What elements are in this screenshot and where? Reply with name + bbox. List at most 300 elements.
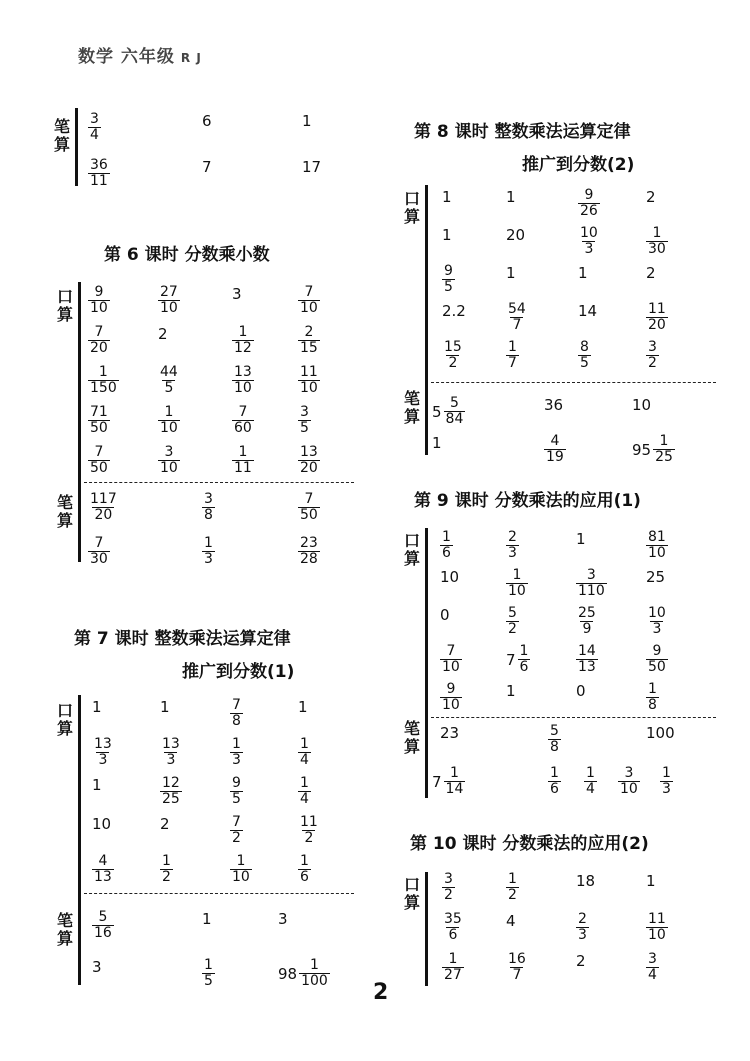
answer-value: 1 [646, 872, 656, 890]
fraction [202, 536, 215, 567]
answer-cell [440, 644, 462, 675]
answer-cell [302, 112, 312, 130]
denominator: 4 [90, 127, 99, 143]
answer-cell [506, 188, 516, 206]
answer-cell [92, 737, 114, 768]
numerator: 1 [232, 736, 241, 752]
answer-cell [506, 264, 516, 282]
fraction [298, 854, 311, 885]
answer-cell [278, 958, 330, 989]
numerator: 2 [508, 529, 517, 545]
answer-cell [442, 952, 464, 983]
denominator: 6 [442, 545, 451, 561]
fraction [88, 158, 110, 189]
header-mark: R J [180, 51, 202, 65]
numerator: 1 [648, 681, 657, 697]
mixed-whole: 98 [278, 964, 298, 983]
numerator: 36 [90, 157, 108, 173]
answer-cell [160, 815, 170, 833]
answer-cell [92, 958, 102, 976]
answer-cell [548, 766, 561, 797]
answer-value: 18 [576, 872, 596, 890]
numerator: 2 [578, 911, 587, 927]
numerator: 3 [164, 444, 174, 460]
numerator: 7 [304, 284, 314, 300]
answer-cell [506, 644, 530, 675]
bisuan-label: 笔算 [403, 389, 420, 426]
fraction [160, 776, 182, 807]
answer-value: 36 [544, 396, 564, 414]
denominator: 4 [300, 791, 309, 807]
section-bracket [425, 872, 428, 986]
numerator: 16 [508, 951, 526, 967]
numerator: 1 [162, 853, 171, 869]
denominator: 10 [160, 300, 178, 316]
denominator: 20 [300, 460, 318, 476]
numerator: 54 [508, 301, 526, 317]
numerator: 5 [98, 909, 108, 925]
answer-cell [506, 302, 528, 333]
fraction [299, 958, 330, 989]
fraction [230, 737, 243, 768]
answer-value: 1 [160, 698, 170, 716]
fraction [88, 536, 110, 567]
fraction [506, 530, 519, 561]
denominator: 13 [578, 659, 596, 675]
answer-cell [88, 158, 110, 189]
numerator: 1 [519, 643, 529, 659]
numerator: 9 [94, 284, 104, 300]
mixed-whole: 5 [432, 402, 442, 421]
answer-cell [88, 285, 110, 316]
denominator: 6 [519, 659, 529, 675]
answer-cell [92, 698, 102, 716]
fraction [158, 405, 180, 436]
kousuan-label: 口算 [403, 189, 420, 226]
numerator: 7 [94, 324, 104, 340]
fraction [232, 325, 254, 356]
section-title-main: 第 8 课时 整数乘法运算定律 [414, 122, 631, 142]
answer-cell [88, 112, 101, 143]
section-title [414, 117, 634, 175]
section-divider [431, 382, 716, 383]
numerator: 11 [648, 911, 666, 927]
answer-cell [92, 776, 102, 794]
section-divider [84, 893, 354, 894]
section-divider [431, 717, 716, 718]
answer-value: 6 [202, 112, 212, 130]
bisuan-label: 笔算 [56, 493, 73, 530]
fraction [646, 302, 668, 333]
numerator: 1 [508, 871, 517, 887]
answer-cell [506, 952, 528, 983]
denominator: 5 [444, 279, 453, 295]
answer-cell [302, 158, 321, 176]
fraction [444, 766, 466, 797]
answer-cell [88, 445, 110, 476]
fraction [88, 492, 119, 523]
numerator: 7 [94, 444, 104, 460]
section-title [414, 486, 641, 511]
section-title [410, 829, 649, 854]
denominator: 4 [300, 752, 309, 768]
denominator: 3 [652, 621, 662, 637]
answer-value: 10 [92, 815, 112, 833]
answer-value: 7 [202, 158, 212, 176]
numerator: 1 [442, 529, 451, 545]
mixed-whole: 7 [432, 772, 442, 791]
numerator: 13 [94, 736, 112, 752]
answer-cell [230, 776, 243, 807]
answer-cell [432, 396, 465, 427]
section-bracket [425, 185, 428, 455]
denominator: 5 [232, 791, 241, 807]
answer-cell [202, 536, 215, 567]
numerator: 3 [90, 111, 99, 127]
answer-value: 2 [158, 325, 168, 343]
kousuan-label: 口算 [403, 875, 420, 912]
answer-cell [544, 396, 563, 414]
answer-cell [202, 492, 215, 523]
answer-cell [92, 815, 111, 833]
answer-cell [442, 912, 464, 943]
numerator: 35 [444, 911, 462, 927]
fraction [442, 872, 455, 903]
answer-cell [442, 188, 452, 206]
numerator: 1 [448, 951, 458, 967]
answer-value: 10 [632, 396, 652, 414]
fraction [442, 952, 464, 983]
denominator: 30 [90, 551, 108, 567]
fraction [230, 854, 252, 885]
section-title-main: 第 10 课时 分数乘法的应用(2) [410, 834, 649, 854]
numerator: 9 [446, 681, 456, 697]
numerator: 7 [238, 404, 248, 420]
numerator: 8 [580, 339, 589, 355]
answer-cell [230, 815, 243, 846]
answer-cell [88, 325, 110, 356]
answer-value: 2 [646, 264, 656, 282]
answer-value: 1 [506, 188, 516, 206]
fraction [298, 285, 320, 316]
denominator: 16 [94, 925, 112, 941]
denominator: 2 [648, 355, 657, 371]
page-header [78, 42, 202, 67]
answer-value: 1 [298, 698, 308, 716]
fraction [92, 737, 114, 768]
answer-value: 2 [160, 815, 170, 833]
answer-value: 1 [442, 226, 452, 244]
fraction [440, 644, 462, 675]
fraction [646, 606, 668, 637]
fraction [230, 698, 243, 729]
answer-cell [160, 698, 170, 716]
fraction [548, 766, 561, 797]
answer-cell [632, 396, 651, 414]
denominator: 2 [444, 887, 453, 903]
answer-cell [158, 445, 180, 476]
denominator: 5 [300, 420, 309, 436]
fraction [646, 530, 668, 561]
answer-cell [202, 958, 215, 989]
answer-cell [440, 606, 450, 624]
answer-cell [576, 872, 595, 890]
page-number: 2 [373, 980, 389, 1005]
section-title-main: 第 9 课时 分数乘法的应用(1) [414, 491, 641, 511]
section-title-sub: 推广到分数(2) [522, 155, 635, 175]
mixed-whole: 95 [632, 440, 652, 459]
answer-cell [202, 910, 212, 928]
answer-cell [440, 724, 459, 742]
numerator: 11 [300, 364, 318, 380]
answer-cell [578, 226, 600, 257]
answer-cell [646, 952, 659, 983]
numerator: 4 [550, 433, 560, 449]
numerator: 1 [652, 225, 662, 241]
denominator: 20 [648, 317, 666, 333]
denominator: 10 [648, 927, 666, 943]
fraction [232, 445, 254, 476]
fraction [506, 606, 519, 637]
denominator: 27 [444, 967, 462, 983]
answer-cell [578, 340, 591, 371]
numerator: 1 [238, 324, 248, 340]
denominator: 6 [550, 781, 559, 797]
answer-cell [646, 872, 656, 890]
answer-value: 1 [92, 698, 102, 716]
denominator: 11 [234, 460, 252, 476]
answer-value: 1 [432, 434, 442, 452]
denominator: 2 [232, 830, 241, 846]
answer-cell [646, 682, 659, 713]
numerator: 3 [586, 567, 596, 583]
denominator: 4 [648, 967, 657, 983]
fraction [230, 815, 243, 846]
denominator: 3 [584, 241, 594, 257]
answer-value: 2.2 [442, 302, 466, 320]
fraction [646, 340, 659, 371]
fraction [160, 737, 182, 768]
numerator: 1 [236, 853, 246, 869]
answer-cell [440, 530, 453, 561]
denominator: 10 [234, 380, 252, 396]
answer-cell [646, 724, 675, 742]
fraction [202, 492, 215, 523]
numerator: 11 [648, 301, 666, 317]
denominator: 3 [232, 752, 241, 768]
answer-cell [576, 912, 589, 943]
fraction [506, 952, 528, 983]
answer-cell [442, 302, 466, 320]
numerator: 3 [648, 951, 657, 967]
numerator: 3 [300, 404, 309, 420]
fraction [298, 365, 320, 396]
numerator: 12 [162, 775, 180, 791]
denominator: 2 [162, 869, 171, 885]
bisuan-label: 笔算 [53, 117, 70, 154]
answer-value: 14 [578, 302, 598, 320]
denominator: 3 [508, 545, 517, 561]
denominator: 84 [445, 411, 464, 427]
numerator: 1 [586, 765, 595, 781]
numerator: 3 [624, 765, 634, 781]
fraction [576, 606, 598, 637]
answer-cell [548, 724, 561, 755]
answer-value: 3 [92, 958, 102, 976]
numerator: 1 [512, 567, 522, 583]
answer-value: 1 [202, 910, 212, 928]
denominator: 25 [655, 449, 673, 465]
numerator: 1 [164, 404, 174, 420]
answer-cell [298, 405, 311, 436]
fraction [298, 536, 320, 567]
denominator: 10 [232, 869, 250, 885]
denominator: 10 [442, 659, 460, 675]
answer-cell [298, 536, 320, 567]
section-title-main: 第 6 课时 分数乘小数 [104, 245, 270, 265]
header-text: 数学 六年级 [78, 47, 175, 67]
answer-cell [88, 365, 119, 396]
answer-cell [646, 264, 656, 282]
section-bracket [78, 282, 81, 562]
answer-cell [440, 682, 462, 713]
numerator: 13 [162, 736, 180, 752]
answer-cell [230, 698, 243, 729]
answer-cell [202, 112, 212, 130]
answer-cell [506, 682, 516, 700]
answer-cell [158, 285, 180, 316]
answer-cell [646, 302, 668, 333]
answer-cell [158, 365, 180, 396]
answer-cell [432, 766, 465, 797]
fraction [646, 952, 659, 983]
denominator: 2 [508, 621, 517, 637]
answer-cell [158, 325, 168, 343]
answer-cell [632, 434, 675, 465]
numerator: 1 [300, 853, 309, 869]
numerator: 14 [578, 643, 596, 659]
denominator: 50 [90, 420, 108, 436]
fraction [88, 445, 110, 476]
numerator: 9 [584, 187, 594, 203]
answer-cell [660, 766, 673, 797]
answer-cell [578, 264, 588, 282]
fraction [578, 188, 600, 219]
answer-cell [442, 264, 455, 295]
numerator: 9 [444, 263, 453, 279]
answer-cell [506, 606, 519, 637]
fraction [653, 434, 675, 465]
numerator: 27 [160, 284, 178, 300]
numerator: 1 [204, 535, 213, 551]
kousuan-label: 口算 [56, 287, 73, 324]
denominator: 26 [580, 203, 598, 219]
fraction [158, 365, 180, 396]
numerator: 7 [304, 491, 314, 507]
fraction [88, 325, 110, 356]
fraction [544, 434, 566, 465]
answer-cell [506, 340, 519, 371]
denominator: 7 [508, 355, 517, 371]
fraction [230, 776, 243, 807]
answer-cell [158, 405, 180, 436]
answer-cell [232, 365, 254, 396]
fraction [506, 568, 528, 599]
section-title [74, 624, 294, 682]
answer-cell [584, 766, 597, 797]
answer-value: 1 [442, 188, 452, 206]
fraction [158, 445, 180, 476]
fraction [518, 644, 531, 675]
answer-cell [646, 226, 668, 257]
answer-cell [202, 158, 212, 176]
denominator: 100 [301, 973, 328, 989]
denominator: 2 [508, 887, 517, 903]
numerator: 44 [160, 364, 178, 380]
bisuan-label: 笔算 [403, 719, 420, 756]
section-divider [84, 482, 354, 483]
fraction [646, 644, 668, 675]
fraction [158, 285, 180, 316]
answer-value: 1 [578, 264, 588, 282]
denominator: 25 [162, 791, 180, 807]
fraction [440, 682, 462, 713]
answer-value: 1 [506, 264, 516, 282]
answer-cell [544, 434, 566, 465]
denominator: 3 [578, 927, 587, 943]
answer-cell [298, 815, 320, 846]
fraction [578, 340, 591, 371]
fraction [442, 340, 464, 371]
section-bracket [78, 695, 81, 985]
numerator: 10 [648, 605, 666, 621]
answer-cell [646, 606, 668, 637]
numerator: 4 [98, 853, 108, 869]
numerator: 7 [232, 697, 241, 713]
numerator: 1 [238, 444, 248, 460]
answer-value: 1 [576, 530, 586, 548]
answer-cell [578, 302, 597, 320]
fraction [88, 112, 101, 143]
answer-cell [646, 530, 668, 561]
answer-cell [92, 854, 114, 885]
denominator: 3 [662, 781, 671, 797]
denominator: 20 [90, 340, 108, 356]
numerator: 9 [232, 775, 241, 791]
section-title [104, 240, 270, 265]
answer-value: 4 [506, 912, 516, 930]
fraction [88, 405, 110, 436]
numerator: 1 [310, 957, 319, 973]
denominator: 50 [300, 507, 318, 523]
denominator: 10 [90, 300, 108, 316]
numerator: 1 [300, 775, 309, 791]
fraction [298, 445, 320, 476]
answer-cell [232, 405, 254, 436]
denominator: 110 [578, 583, 605, 599]
numerator: 3 [204, 491, 213, 507]
answer-cell [646, 568, 665, 586]
denominator: 5 [204, 973, 213, 989]
numerator: 81 [648, 529, 666, 545]
answer-value: 3 [232, 285, 242, 303]
section-title-main: 第 7 课时 整数乘法运算定律 [74, 629, 291, 649]
fraction [506, 302, 528, 333]
numerator: 5 [450, 395, 459, 411]
denominator: 8 [648, 697, 657, 713]
answer-cell [646, 912, 668, 943]
answer-cell [432, 434, 442, 452]
